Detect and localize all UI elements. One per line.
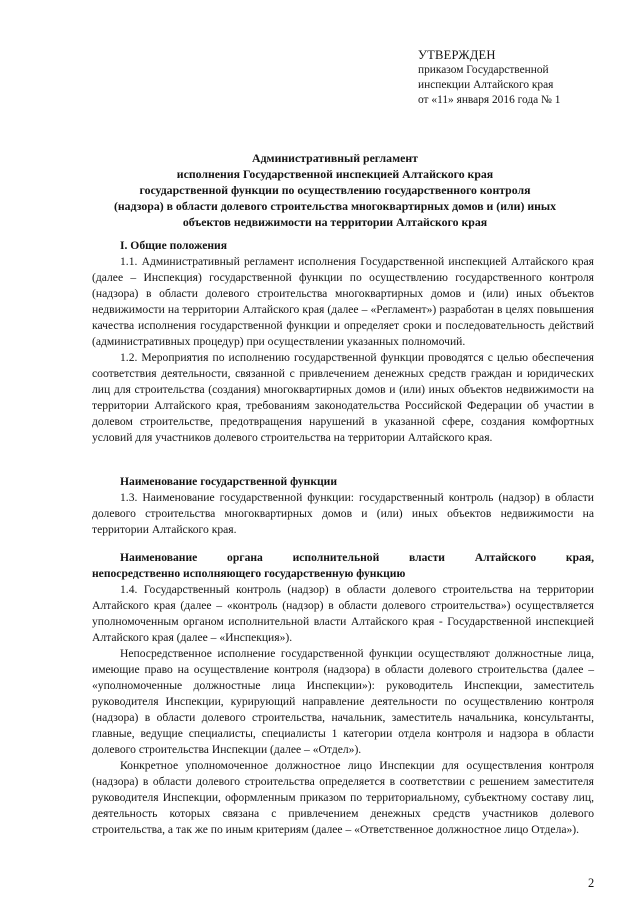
- paragraph: 1.2. Мероприятия по исполнению государственной функции проводятся с целью обеспечения соответствия деятельности, связанной с привлечением денежных средств граждан и юридических лиц для строительства (создания) многоквартирных домов и (или) иных объектов недвижимости на территории Алтайского края, требованиям законодательства Российской Федерации об участии в долевом строительстве, предотвращения нарушений в указанной сфере, создания комфортных условий для участников долевого строительства на территории Алтайского края.: [92, 351, 594, 444]
- paragraph: 1.1. Административный регламент исполнения Государственной инспекцией Алтайского края (далее – Инспекция) государственной функции по осуществлению государственного контроля (надзора) в области долевого строительства многоквартирных домов и (или) иных объектов недвижимости на территории Алтайского края (далее – «Регламент») разработан в целях повышения качества исполнения государственной функции и определяет сроки и последовательность действий (административных процедур) при осуществлении указанных полномочий.: [92, 255, 594, 348]
- page-number: 2: [588, 876, 595, 890]
- paragraph: 1.4. Государственный контроль (надзор) в области долевого строительства на территории Алтайского края (далее – «контроль (надзор) в области долевого строительства») осуществляется уполномоченным органом исполнительной власти Алтайского края - Государственной инспекцией Алтайского края (далее – «Инспекция»).: [92, 583, 594, 644]
- section-heading: I. Общие положения: [120, 239, 228, 252]
- section-heading: непосредственно исполняющего государственную функцию: [92, 567, 406, 580]
- title-line: исполнения Государственной инспекцией Алтайского края: [176, 167, 494, 181]
- title-line: объектов недвижимости на территории Алтайского края: [182, 215, 488, 229]
- paragraph: Непосредственное исполнение государственной функции осуществляют должностные лица, имеющие право на осуществление контроля (надзора) в области долевого строительства (далее – «уполномоченные должностные лица Инспекции»): руководитель Инспекции, заместитель руководителя Инспекции, курирующий направление деятельности по осуществлению контроля (надзора) в области долевого строительства, начальник, заместитель начальника, консультанты, главные, ведущие специалисты, специалисты 1 категории отдела контроля и надзора в области долевого строительства Инспекции (далее – «Отдел»).: [92, 647, 594, 756]
- section-general: [92, 238, 594, 446]
- title-line: Административный регламент: [252, 151, 418, 165]
- section-function-name: [92, 474, 594, 538]
- section-heading: Наименование государственной функции: [120, 475, 338, 488]
- section-heading: Наименование органа исполнительной власти Алтайского края,: [120, 551, 594, 564]
- approval-date: от «11» января 2016 года № 1: [418, 94, 561, 106]
- paragraph: Конкретное уполномоченное должностное лицо Инспекции для осуществления контроля (надзора) в области долевого строительства определяется в соответствии с решением заместителя руководителя Инспекции, оформленным приказом по территориальному, субъектному составу лиц, деятельность которых связана с привлечением денежных средств участников долевого строительства, а так же по иным критериям (далее – «Ответственное должностное лицо Отдела»).: [92, 759, 594, 836]
- approval-stamp: [418, 48, 628, 108]
- approval-line: приказом Государственной: [418, 64, 549, 76]
- approval-title: УТВЕРЖДЕН: [418, 48, 496, 62]
- document-title: [80, 150, 590, 230]
- approval-line: инспекции Алтайского края: [418, 79, 554, 91]
- section-authority: [92, 550, 594, 838]
- title-line: государственной функции по осуществлению государственного контроля: [139, 183, 531, 197]
- title-line: (надзора) в области долевого строительства многоквартирных домов и (или) иных: [113, 199, 557, 213]
- paragraph: 1.3. Наименование государственной функции: государственный контроль (надзор) в области долевого строительства многоквартирных домов и (или) иных объектов недвижимости на территории Алтайского края.: [92, 491, 594, 536]
